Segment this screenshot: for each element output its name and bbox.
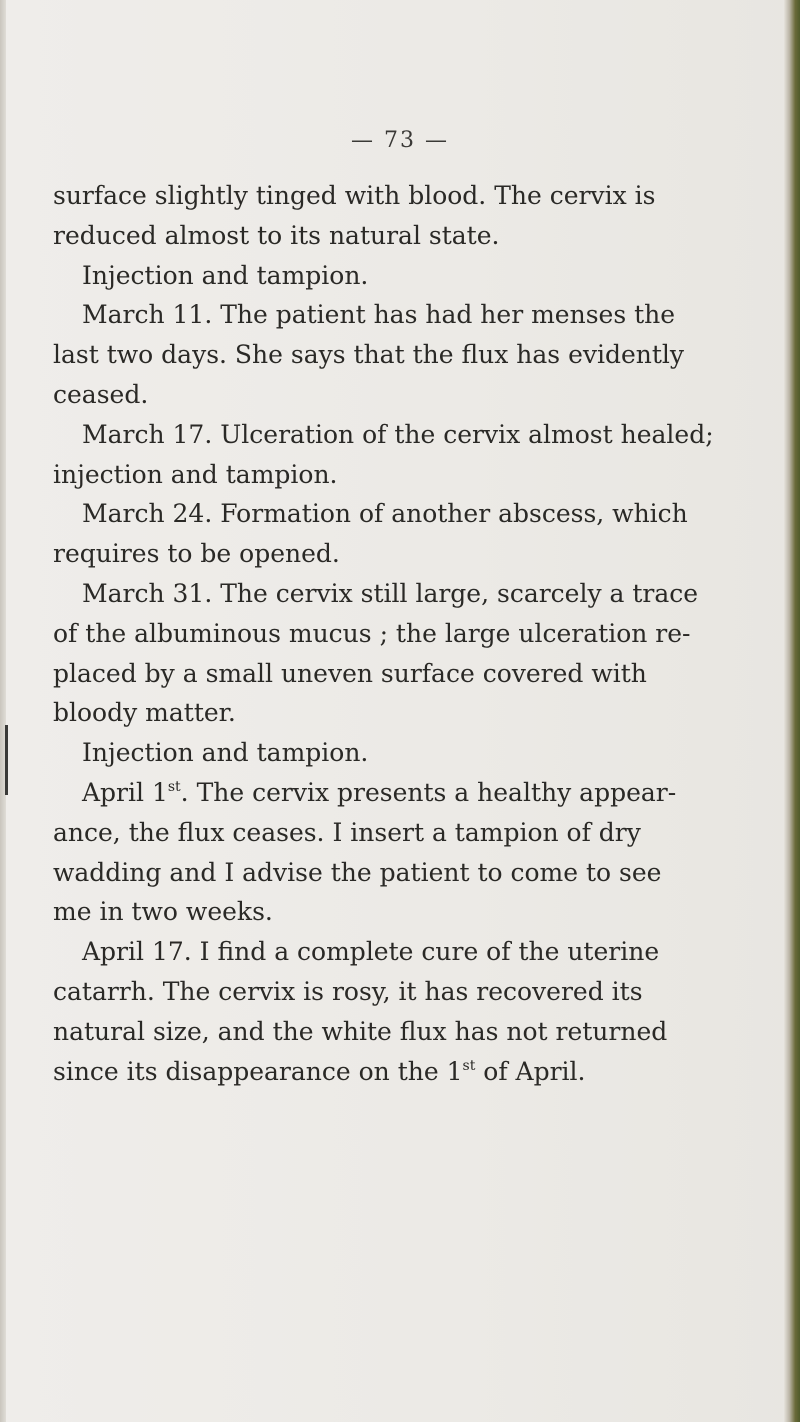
text-line: of the albuminous mucus ; the large ulceration re- xyxy=(53,618,691,648)
text-line: last two days. She says that the flux has evidently xyxy=(53,340,685,370)
margin-mark xyxy=(5,725,8,795)
body-text xyxy=(53,176,773,1091)
page-gutter xyxy=(0,0,6,1422)
text-line: reduced almost to its natural state. xyxy=(53,220,500,250)
page-number: — 73 — xyxy=(351,128,449,153)
text-line: March 17. Ulceration of the cervix almost healed; xyxy=(82,419,714,449)
text-line: April 17. I find a complete cure of the uterine xyxy=(82,937,660,967)
text-line: injection and tampion. xyxy=(53,459,338,489)
text-line: natural size, and the white flux has not returned xyxy=(53,1016,668,1046)
ordinal-suffix: st xyxy=(462,1057,476,1074)
text-run: of April. xyxy=(475,1056,586,1086)
text-run: . The cervix presents a healthy appear- xyxy=(180,777,677,807)
text-run: since its disappearance on the 1 xyxy=(53,1056,463,1086)
text-line: March 11. The patient has had her menses the xyxy=(82,300,676,330)
text-line: requires to be opened. xyxy=(53,539,340,569)
text-line: placed by a small uneven surface covered with xyxy=(53,658,647,688)
text-line: ceased. xyxy=(53,379,149,409)
book-binding-edge xyxy=(784,0,800,1422)
text-line xyxy=(53,773,773,813)
text-line: bloody matter. xyxy=(53,698,236,728)
ordinal-suffix: st xyxy=(167,778,181,795)
text-line: ance, the flux ceases. I insert a tampion of dry xyxy=(53,817,641,847)
text-line: me in two weeks. xyxy=(53,897,273,927)
text-line: Injection and tampion. xyxy=(82,260,369,290)
text-line: March 31. The cervix still large, scarcely a trace xyxy=(82,578,699,608)
text-line: Injection and tampion. xyxy=(82,738,369,768)
text-line: wadding and I advise the patient to come to see xyxy=(53,857,662,887)
text-line: surface slightly tinged with blood. The cervix is xyxy=(53,181,656,210)
text-line xyxy=(53,1052,773,1092)
text-run: April 1 xyxy=(82,777,168,807)
text-line: March 24. Formation of another abscess, which xyxy=(82,499,688,529)
text-line: catarrh. The cervix is rosy, it has recovered its xyxy=(53,976,643,1006)
